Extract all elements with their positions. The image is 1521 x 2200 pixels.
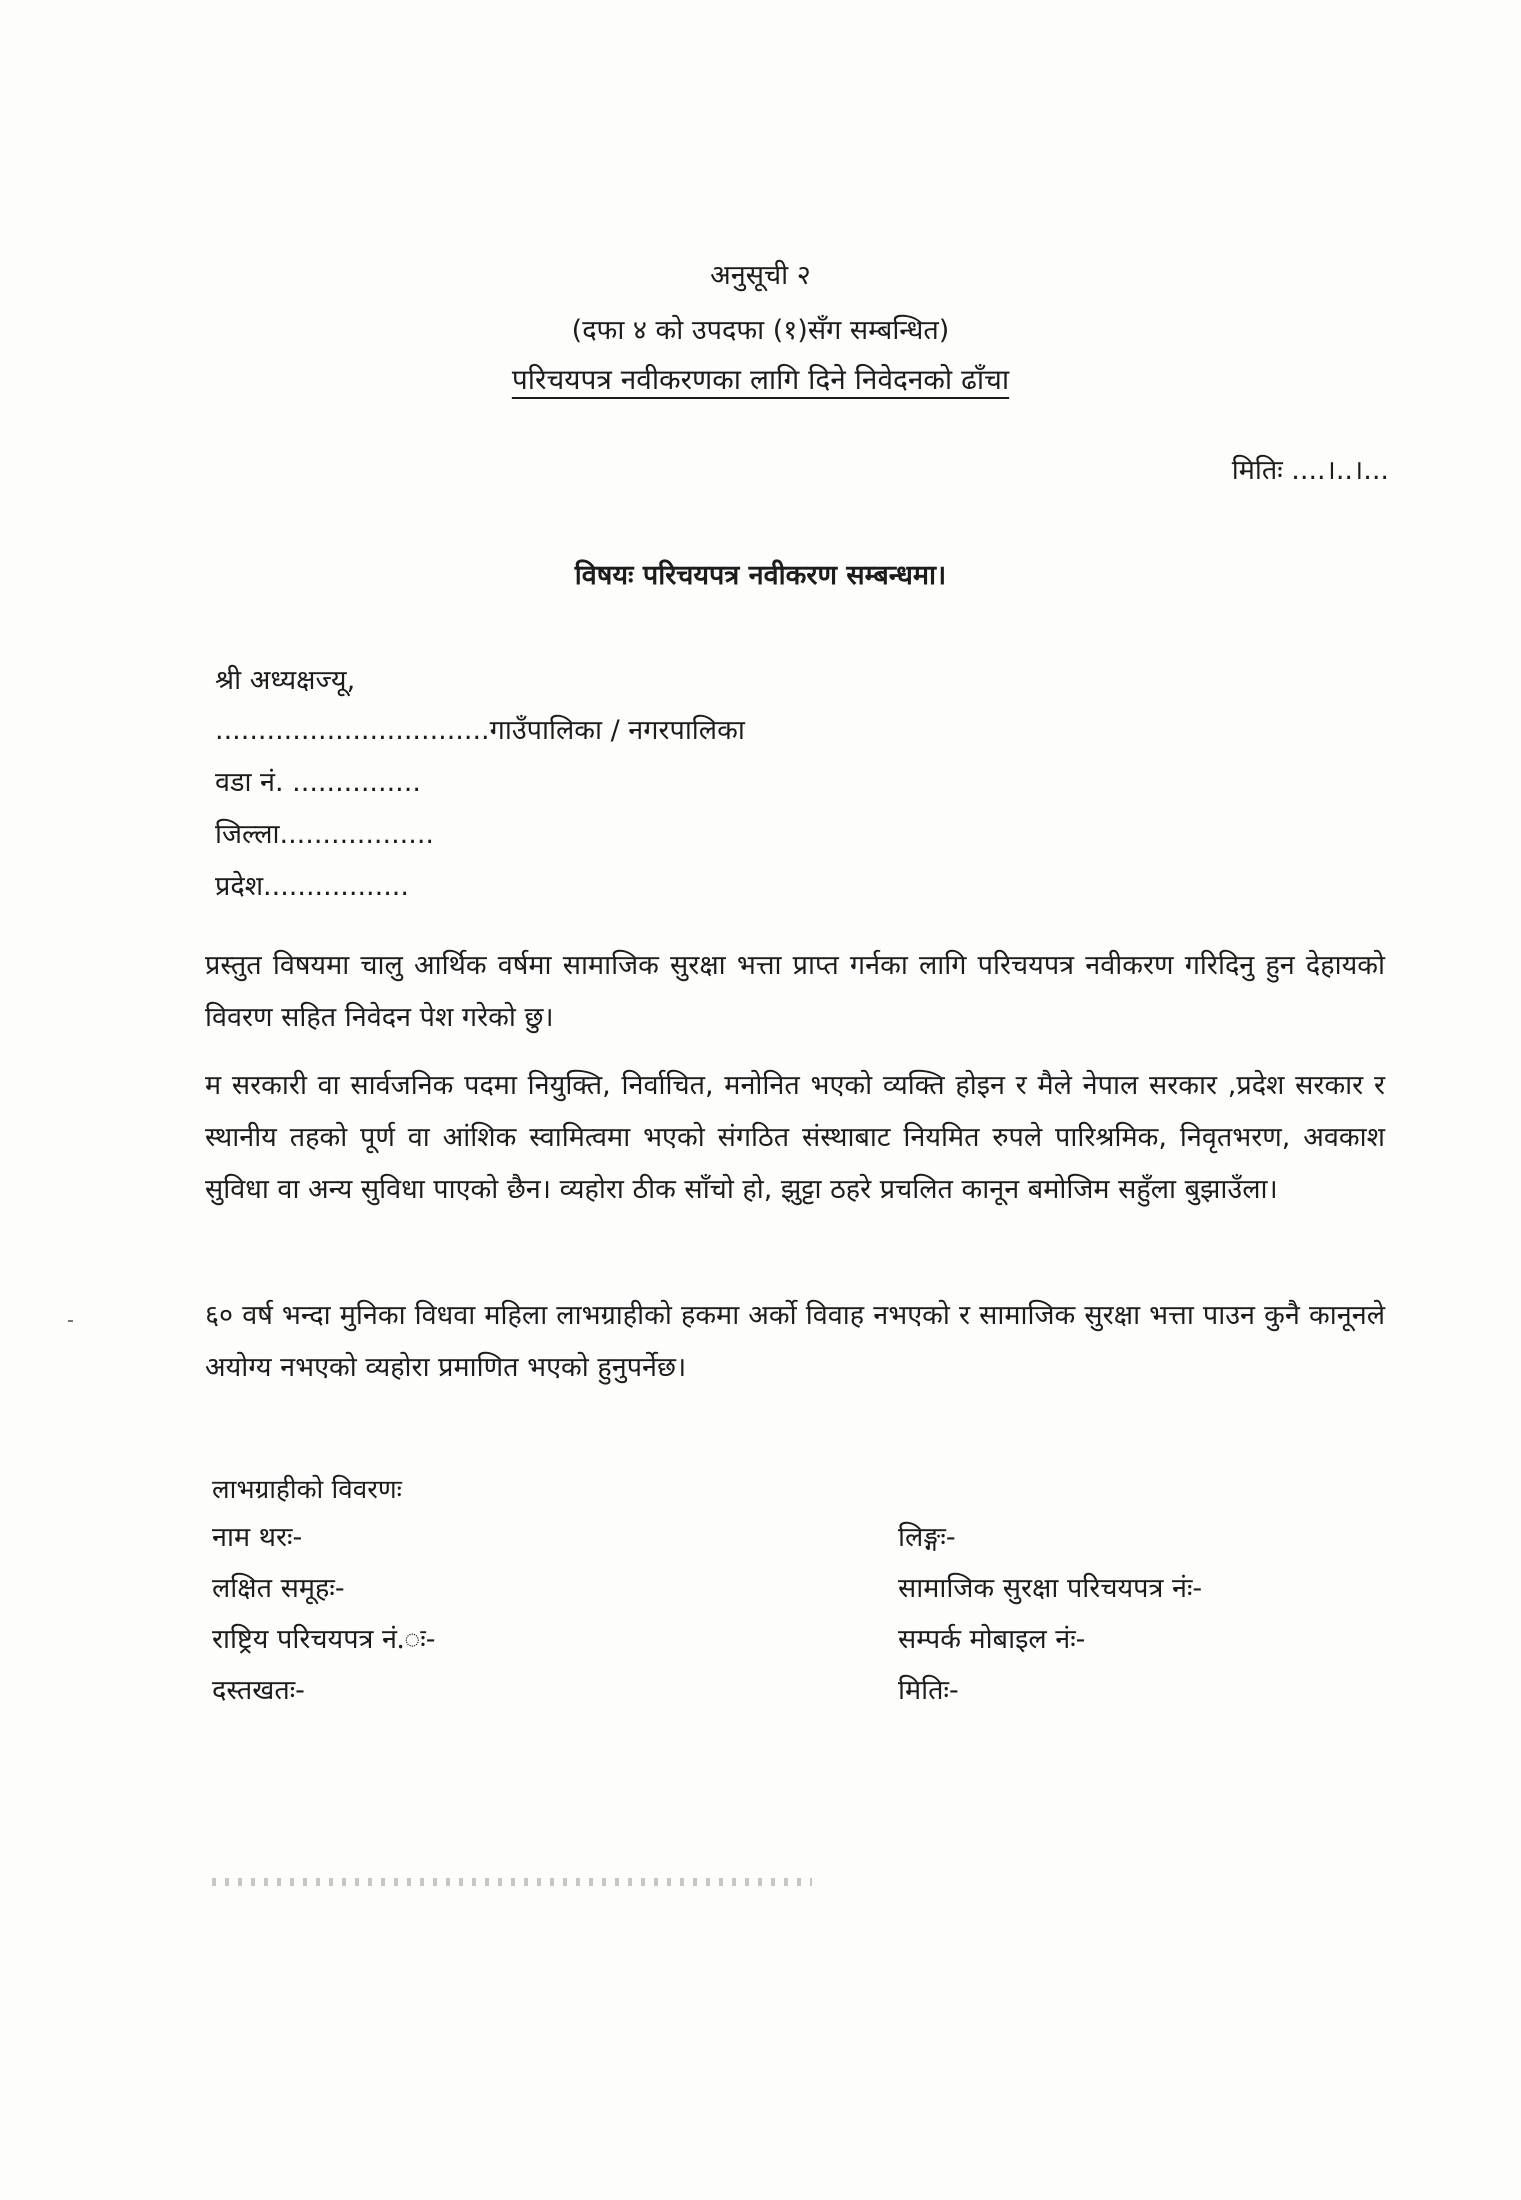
municipality-line: ................................गाउँपालिका / नगरपालिका — [215, 715, 745, 746]
province-line: प्रदेश................. — [215, 871, 409, 902]
subject-line: विषयः परिचयपत्र नवीकरण सम्बन्धमा। — [574, 560, 947, 591]
date-line: मितिः ....।..।... — [1231, 455, 1389, 486]
name-field: नाम थरः- — [212, 1522, 303, 1553]
mobile-number-field: सम्पर्क मोबाइल नंः- — [898, 1624, 1086, 1655]
gender-field: लिङ्गः- — [898, 1522, 956, 1553]
form-title: परिचयपत्र नवीकरणका लागि दिने निवेदनको ढाँचा — [511, 363, 1010, 396]
annex-title: अनुसूची २ — [710, 260, 811, 291]
social-security-id-field: सामाजिक सुरक्षा परिचयपत्र नंः- — [898, 1573, 1203, 1604]
faded-footer-line — [212, 1878, 812, 1886]
body-paragraph-2: म सरकारी वा सार्वजनिक पदमा नियुक्ति, निर्वाचित, मनोनित भएको व्यक्ति होइन र मैले नेपाल सरकार ,प्रदेश सरकार र स्थानीय तहको पूर्ण वा आंशिक स्वामित्वमा भएको संगठित संस्थाबाट नियमित रुपले पारिश्रमिक, निवृतभरण, अवकाश सुविधा वा अन्य सुविधा पाएको छैन। व्यहोरा ठीक साँचो हो, झुट्टा ठहरे प्रचलित कानून बमोजिम सहुँला बुझाउँला। — [205, 1070, 1385, 1205]
national-id-field: राष्ट्रिय परिचयपत्र नं.ः- — [212, 1624, 436, 1655]
target-group-field: लक्षित समूहः- — [212, 1573, 345, 1604]
body-paragraph-3: ६० वर्ष भन्दा मुनिका विधवा महिला लाभग्राहीको हकमा अर्को विवाह नभएको र सामाजिक सुरक्षा भत्ता पाउन कुनै कानूनले अयोग्य नभएको व्यहोरा प्रमाणित भएको हुनुपर्नेछ। — [205, 1300, 1385, 1383]
signature-field: दस्तखतः- — [212, 1675, 305, 1706]
date-field: मितिः- — [898, 1675, 959, 1706]
district-line: जिल्ला.................. — [215, 819, 434, 850]
beneficiary-details-title: लाभग्राहीको विवरणः — [212, 1475, 402, 1505]
annex-reference: (दफा ४ को उपदफा (१)सँग सम्बन्धित) — [571, 315, 950, 346]
body-paragraph-1: प्रस्तुत विषयमा चालु आर्थिक वर्षमा सामाजिक सुरक्षा भत्ता प्राप्त गर्नका लागि परिचयपत्र नवीकरण गरिदिनु हुन देहायको विवरण सहित निवेदन पेश गरेको छु। — [205, 950, 1385, 1033]
scan-artifact-dot — [68, 1320, 73, 1322]
salutation: श्री अध्यक्षज्यू, — [215, 665, 356, 696]
ward-line: वडा नं. ............... — [215, 767, 421, 798]
